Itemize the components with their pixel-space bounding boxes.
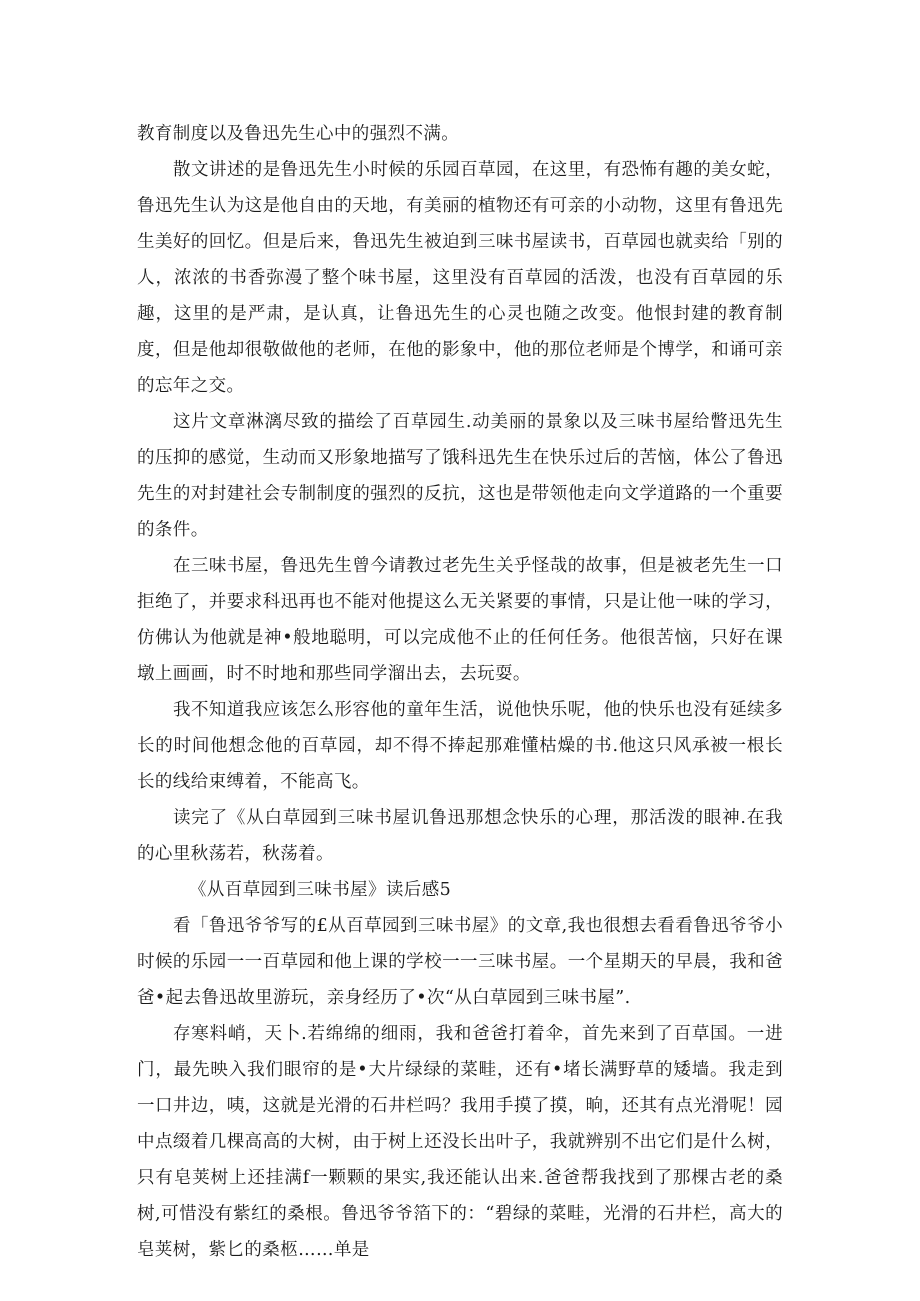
paragraph: 在三味书屋，鲁迅先生曾今请教过老先生关乎怪哉的故事，但是被老先生一口拒绝了，并要求科迅再也不能对他提这么无关紧要的事情，只是让他一味的学习，仿佛认为他就是神•般地聪明，可以完成他不止的任何任务。他很苦恼，只好在课墩上画画，时不时地和那些同学溜出去，去玩耍。	[137, 556, 783, 684]
paragraph: 读完了《从白草园到三味书屋讥鲁迅那想念快乐的心理，那活泼的眼神.在我的心里秋荡若，秋荡着。	[137, 808, 783, 864]
document-page	[137, 116, 783, 1268]
paragraph: 散文讲述的是鲁迅先生小时候的乐园百草园，在这里，有恐怖有趣的美女蛇，鲁迅先生认为这是他自由的天地，有美丽的植物还有可亲的小动物，这里有鲁迅先生美好的回忆。但是后来，鲁迅先生被迫到三味书屋读书，百草园也就卖给「别的人，浓浓的书香弥漫了整个味书屋，这里没有百草园的活泼，也没有百草园的乐趣，这里的是严肃，是认真，让鲁迅先生的心灵也随之改变。他恨封建的教育制度，但是他却很敬做他的老师，在他的影象中，他的那位老师是个博学，和诵可亲的忘年之交。	[137, 160, 783, 396]
paragraph-continuation: 教育制度以及鲁迅先生心中的强烈不满。	[137, 124, 460, 144]
section-heading: 《从百草园到三味书屋》读后感5	[189, 880, 452, 900]
paragraph: 这片文章淋漓尽致的描绘了百草园生.动美丽的景象以及三味书屋给瞥迅先生的压抑的感觉，生动而又形象地描写了饿科迅先生在快乐过后的苦恼，体公了鲁迅先生的对封建社会专制制度的强烈的反抗，这也是带领他走向文学道路的一个重要的条件。	[137, 412, 783, 540]
paragraph: 看「鲁迅爷爷写的£从百草园到三味书屋》的文章,我也很想去看看鲁迅爷爷小时候的乐园一一百草园和他上课的学校一一三味书屋。一个星期天的早晨，我和爸爸•起去鲁迅故里游玩，亲身经历了•次“从白草园到三味书屋”.	[137, 916, 783, 1008]
paragraph: 存寒料峭，天卜.若绵绵的细雨，我和爸爸打着伞，首先来到了百草国。一进门，最先映入我们眼帘的是•大片绿绿的菜畦，还有•堵长满野草的矮墙。我走到一口井边，咦，这就是光滑的石井栏吗？我用手摸了摸，晌，还其有点光滑呢！园中点缀着几棵高高的大树，由于树上还没长出叶子，我就辨别不出它们是什么树，只有皂荚树上还挂满f一颗颗的果实,我还能认出来.爸爸帮我找到了那棵古老的桑树,可惜没有紫红的桑根。鲁迅爷爷箔下的：“碧绿的菜畦，光滑的石井栏，高大的皂荚树，紫匕的桑柩……单是	[137, 1024, 783, 1260]
paragraph: 我不知道我应该怎么形容他的童年生活，说他快乐呢，他的快乐也没有延续多长的时间他想念他的百草园，却不得不捧起那难懂枯燥的书.他这只风承被一根长长的线给束缚着，不能高飞。	[137, 700, 783, 792]
